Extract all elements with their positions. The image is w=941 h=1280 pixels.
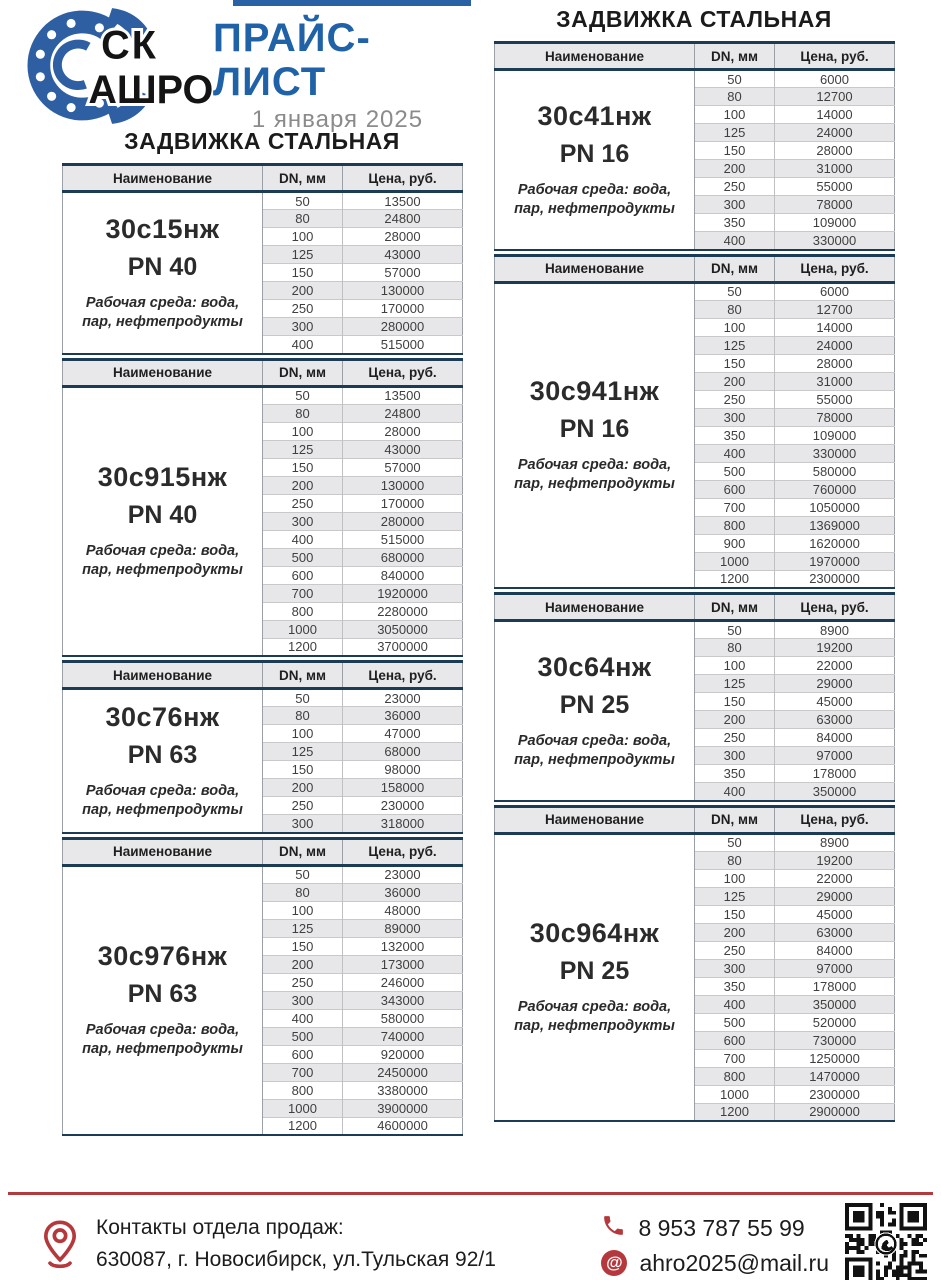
price-value: 6000 <box>820 284 849 299</box>
price-value: 6000 <box>820 71 849 87</box>
page-title: ПРАЙС-ЛИСТ <box>213 16 371 104</box>
dn-value: 125 <box>263 246 343 264</box>
dn-value: 500 <box>263 548 343 566</box>
dn-value: 150 <box>263 761 343 779</box>
dn-value: 150 <box>263 264 343 282</box>
left-column <box>62 0 462 1139</box>
dn-value: 200 <box>695 160 775 178</box>
dn-value: 200 <box>263 779 343 797</box>
col-header-dn: DN, мм <box>263 838 343 865</box>
price-value: 97000 <box>775 747 895 765</box>
price-value: 55000 <box>775 178 895 196</box>
price-value: 13500 <box>384 388 421 403</box>
dn-value: 250 <box>695 729 775 747</box>
price-value: 158000 <box>343 779 463 797</box>
dn-value: 800 <box>263 1081 343 1099</box>
product-medium: Рабочая среда: вода, пар, нефтепродукты <box>514 999 675 1035</box>
dn-value: 250 <box>263 494 343 512</box>
price-value: 1620000 <box>775 534 895 552</box>
dn-value: 1000 <box>695 552 775 570</box>
product-name: 30с15нж <box>105 213 220 244</box>
dn-value: 50 <box>695 833 775 851</box>
address-block <box>40 1215 496 1273</box>
section-heading-right: ЗАДВИЖКА СТАЛЬНАЯ <box>556 6 832 32</box>
product-pn: PN 16 <box>559 415 630 444</box>
col-header-dn: DN, мм <box>263 165 343 192</box>
dn-value: 250 <box>263 973 343 991</box>
price-value: 8900 <box>820 622 849 638</box>
dn-value: 1200 <box>263 638 343 656</box>
dn-value: 300 <box>263 991 343 1009</box>
dn-value: 1000 <box>263 620 343 638</box>
tables-area <box>62 0 894 1139</box>
price-value: 24800 <box>343 210 463 228</box>
price-value: 97000 <box>775 959 895 977</box>
price-value: 2900000 <box>775 1103 895 1121</box>
dn-value: 50 <box>263 192 343 210</box>
price-value: 98000 <box>343 761 463 779</box>
price-value: 1920000 <box>343 584 463 602</box>
price-value: 130000 <box>343 476 463 494</box>
dn-value: 80 <box>695 851 775 869</box>
dn-value: 900 <box>695 534 775 552</box>
price-value: 89000 <box>343 919 463 937</box>
table-row <box>495 621 895 639</box>
price-value: 28000 <box>775 354 895 372</box>
dn-value: 700 <box>263 1063 343 1081</box>
product-pn: PN 25 <box>559 957 630 986</box>
col-header-name: Наименование <box>495 255 695 282</box>
dn-value: 200 <box>695 711 775 729</box>
price-value: 43000 <box>343 440 463 458</box>
price-value: 230000 <box>343 797 463 815</box>
dn-value: 80 <box>695 300 775 318</box>
product-cell <box>495 282 695 588</box>
phone-icon <box>601 1213 626 1243</box>
dn-value: 500 <box>695 462 775 480</box>
dn-value: 500 <box>263 1027 343 1045</box>
price-value: 246000 <box>343 973 463 991</box>
price-value: 84000 <box>775 941 895 959</box>
qr-code <box>845 1203 927 1280</box>
dn-value: 80 <box>263 404 343 422</box>
price-value: 2280000 <box>343 602 463 620</box>
dn-value: 200 <box>695 372 775 390</box>
dn-value: 300 <box>263 318 343 336</box>
dn-value: 125 <box>263 919 343 937</box>
price-value: 24000 <box>775 124 895 142</box>
price-value: 31000 <box>775 372 895 390</box>
price-value: 13500 <box>384 193 421 209</box>
dn-value: 400 <box>695 232 775 250</box>
price-value: 130000 <box>343 282 463 300</box>
price-value: 78000 <box>775 408 895 426</box>
price-value: 28000 <box>775 142 895 160</box>
price-value: 14000 <box>775 106 895 124</box>
phone-email-block <box>601 1213 845 1276</box>
col-header-dn: DN, мм <box>695 806 775 833</box>
price-value: 22000 <box>775 657 895 675</box>
dn-value: 200 <box>263 476 343 494</box>
col-header-name: Наименование <box>495 43 695 70</box>
dn-value: 250 <box>695 390 775 408</box>
dn-value: 250 <box>263 300 343 318</box>
price-value: 330000 <box>775 232 895 250</box>
price-value: 23000 <box>384 690 421 706</box>
product-name: 30с941нж <box>529 376 660 407</box>
price-value: 48000 <box>343 901 463 919</box>
price-value: 19200 <box>775 851 895 869</box>
dn-value: 50 <box>695 621 775 639</box>
price-value: 170000 <box>343 300 463 318</box>
dn-value: 125 <box>695 675 775 693</box>
dn-value: 400 <box>695 995 775 1013</box>
price-value: 1970000 <box>775 552 895 570</box>
price-value: 2300000 <box>775 570 895 588</box>
price-value: 57000 <box>343 264 463 282</box>
col-header-dn: DN, мм <box>695 255 775 282</box>
price-table-30с15нж <box>62 163 463 355</box>
table-row <box>63 865 463 883</box>
price-value: 330000 <box>775 444 895 462</box>
price-value: 515000 <box>343 336 463 354</box>
dn-value: 100 <box>263 725 343 743</box>
price-value: 343000 <box>343 991 463 1009</box>
price-value: 318000 <box>343 815 463 833</box>
product-pn: PN 63 <box>127 980 198 1009</box>
price-value: 178000 <box>775 765 895 783</box>
table-row <box>495 833 895 851</box>
dn-value: 1200 <box>695 1103 775 1121</box>
dn-value: 125 <box>263 743 343 761</box>
price-value: 350000 <box>775 995 895 1013</box>
price-value: 45000 <box>775 693 895 711</box>
price-value: 2450000 <box>343 1063 463 1081</box>
price-value: 14000 <box>775 318 895 336</box>
dn-value: 100 <box>695 869 775 887</box>
dn-value: 50 <box>263 689 343 707</box>
price-value: 740000 <box>343 1027 463 1045</box>
dn-value: 350 <box>695 977 775 995</box>
dn-value: 250 <box>263 797 343 815</box>
dn-value: 150 <box>695 142 775 160</box>
price-value: 178000 <box>775 977 895 995</box>
price-value: 47000 <box>343 725 463 743</box>
product-cell <box>63 192 263 354</box>
col-header-price: Цена, руб. <box>343 662 463 689</box>
price-value: 1470000 <box>775 1067 895 1085</box>
dn-value: 125 <box>263 440 343 458</box>
product-cell <box>495 621 695 801</box>
price-table-30с76нж <box>62 660 463 834</box>
dn-value: 350 <box>695 426 775 444</box>
col-header-dn: DN, мм <box>263 359 343 386</box>
product-pn: PN 16 <box>559 139 630 168</box>
product-name: 30с964нж <box>529 918 660 949</box>
product-medium: Рабочая среда: вода, пар, нефтепродукты <box>82 294 243 330</box>
table-row <box>495 70 895 88</box>
price-value: 109000 <box>775 214 895 232</box>
price-value: 78000 <box>775 196 895 214</box>
price-table-30с941нж <box>494 254 895 590</box>
product-cell <box>63 865 263 1135</box>
dn-value: 500 <box>695 1013 775 1031</box>
price-value: 1050000 <box>775 498 895 516</box>
product-cell <box>63 689 263 833</box>
dn-value: 150 <box>695 693 775 711</box>
col-header-price: Цена, руб. <box>775 43 895 70</box>
price-value: 84000 <box>775 729 895 747</box>
dn-value: 300 <box>695 959 775 977</box>
product-cell <box>495 70 695 250</box>
price-value: 3700000 <box>343 638 463 656</box>
left-tables-container <box>62 163 462 1136</box>
price-list-date: 1 января 2025 <box>251 106 424 133</box>
dn-value: 50 <box>263 386 343 404</box>
dn-value: 800 <box>695 1067 775 1085</box>
table-row <box>63 386 463 404</box>
price-value: 109000 <box>775 426 895 444</box>
dn-value: 700 <box>695 1049 775 1067</box>
dn-value: 125 <box>695 124 775 142</box>
price-value: 29000 <box>775 887 895 905</box>
col-header-price: Цена, руб. <box>343 165 463 192</box>
price-value: 36000 <box>343 707 463 725</box>
price-value: 280000 <box>343 318 463 336</box>
price-value: 280000 <box>343 512 463 530</box>
dn-value: 50 <box>263 865 343 883</box>
dn-value: 400 <box>263 530 343 548</box>
dn-value: 50 <box>695 282 775 300</box>
dn-value: 300 <box>695 196 775 214</box>
price-value: 920000 <box>343 1045 463 1063</box>
dn-value: 100 <box>695 106 775 124</box>
price-table-30с964нж <box>494 805 895 1123</box>
price-value: 730000 <box>775 1031 895 1049</box>
price-value: 3380000 <box>343 1081 463 1099</box>
table-row <box>63 689 463 707</box>
price-value: 36000 <box>343 883 463 901</box>
dn-value: 80 <box>263 883 343 901</box>
price-value: 24800 <box>343 404 463 422</box>
price-value: 63000 <box>775 923 895 941</box>
product-pn: PN 40 <box>127 501 198 530</box>
dn-value: 100 <box>263 228 343 246</box>
price-value: 19200 <box>775 639 895 657</box>
dn-value: 250 <box>695 941 775 959</box>
dn-value: 300 <box>263 512 343 530</box>
dn-value: 700 <box>695 498 775 516</box>
email-at-icon: @ <box>601 1250 627 1276</box>
price-value: 1369000 <box>775 516 895 534</box>
product-cell <box>63 386 263 656</box>
dn-value: 600 <box>695 480 775 498</box>
price-value: 2300000 <box>775 1085 895 1103</box>
table-row <box>63 192 463 210</box>
product-medium: Рабочая среда: вода, пар, нефтепродукты <box>514 732 675 768</box>
dn-value: 200 <box>263 955 343 973</box>
dn-value: 300 <box>263 815 343 833</box>
product-pn: PN 25 <box>559 690 630 719</box>
dn-value: 250 <box>695 178 775 196</box>
right-column <box>494 0 894 1139</box>
dn-value: 80 <box>263 210 343 228</box>
price-table-30с64нж <box>494 592 895 802</box>
price-value: 170000 <box>343 494 463 512</box>
dn-value: 300 <box>695 408 775 426</box>
product-medium: Рабочая среда: вода, пар, нефтепродукты <box>514 457 675 493</box>
price-value: 4600000 <box>343 1117 463 1135</box>
price-value: 680000 <box>343 548 463 566</box>
right-tables-container <box>494 41 894 1122</box>
price-value: 515000 <box>343 530 463 548</box>
dn-value: 400 <box>695 783 775 801</box>
price-value: 12700 <box>775 300 895 318</box>
dn-value: 1200 <box>263 1117 343 1135</box>
product-name: 30с41нж <box>537 100 652 131</box>
dn-value: 800 <box>695 516 775 534</box>
col-header-price: Цена, руб. <box>775 255 895 282</box>
dn-value: 1200 <box>695 570 775 588</box>
col-header-dn: DN, мм <box>695 43 775 70</box>
dn-value: 600 <box>263 1045 343 1063</box>
dn-value: 100 <box>263 422 343 440</box>
price-value: 12700 <box>775 88 895 106</box>
price-value: 3900000 <box>343 1099 463 1117</box>
price-value: 580000 <box>775 462 895 480</box>
product-medium: Рабочая среда: вода, пар, нефтепродукты <box>82 782 243 818</box>
product-name: 30с76нж <box>105 701 220 732</box>
price-value: 45000 <box>775 905 895 923</box>
price-value: 173000 <box>343 955 463 973</box>
product-cell <box>495 833 695 1121</box>
price-value: 29000 <box>775 675 895 693</box>
price-value: 3050000 <box>343 620 463 638</box>
col-header-price: Цена, руб. <box>775 594 895 621</box>
logo-text-line1: СК <box>101 23 158 68</box>
col-header-name: Наименование <box>495 806 695 833</box>
dn-value: 80 <box>695 639 775 657</box>
col-header-name: Наименование <box>63 838 263 865</box>
price-value: 68000 <box>343 743 463 761</box>
price-value: 580000 <box>343 1009 463 1027</box>
dn-value: 80 <box>695 88 775 106</box>
col-header-name: Наименование <box>63 359 263 386</box>
product-pn: PN 63 <box>127 740 198 769</box>
dn-value: 700 <box>263 584 343 602</box>
dn-value: 1000 <box>263 1099 343 1117</box>
logo-text-line2: АШРО <box>88 68 213 113</box>
dn-value: 600 <box>695 1031 775 1049</box>
contacts-footer <box>0 1192 941 1280</box>
dn-value: 800 <box>263 602 343 620</box>
dn-value: 200 <box>263 282 343 300</box>
section-heading-left: ЗАДВИЖКА СТАЛЬНАЯ <box>124 128 400 154</box>
location-pin-icon <box>40 1219 80 1269</box>
dn-value: 50 <box>695 70 775 88</box>
table-row <box>495 282 895 300</box>
price-value: 23000 <box>384 867 421 882</box>
product-name: 30с976нж <box>97 941 228 972</box>
dn-value: 150 <box>695 905 775 923</box>
price-value: 28000 <box>343 422 463 440</box>
dn-value: 80 <box>263 707 343 725</box>
col-header-name: Наименование <box>63 165 263 192</box>
col-header-name: Наименование <box>495 594 695 621</box>
dn-value: 150 <box>695 354 775 372</box>
col-header-name: Наименование <box>63 662 263 689</box>
product-name: 30с64нж <box>537 651 652 682</box>
price-value: 55000 <box>775 390 895 408</box>
dn-value: 100 <box>695 657 775 675</box>
dn-value: 350 <box>695 765 775 783</box>
price-value: 24000 <box>775 336 895 354</box>
product-name: 30с915нж <box>97 462 228 493</box>
price-table-30с41нж <box>494 41 895 251</box>
price-value: 760000 <box>775 480 895 498</box>
price-value: 132000 <box>343 937 463 955</box>
phone-number: 8 953 787 55 99 <box>638 1214 805 1241</box>
dn-value: 300 <box>695 747 775 765</box>
price-value: 63000 <box>775 711 895 729</box>
dn-value: 150 <box>263 937 343 955</box>
dn-value: 150 <box>263 458 343 476</box>
price-table-30с976нж <box>62 837 463 1137</box>
contacts-address: 630087, г. Новосибирск, ул.Тульская 92/1 <box>96 1248 496 1271</box>
email-address: ahro2025@mail.ru <box>639 1249 829 1276</box>
dn-value: 100 <box>695 318 775 336</box>
col-header-dn: DN, мм <box>695 594 775 621</box>
product-medium: Рабочая среда: вода, пар, нефтепродукты <box>82 543 243 579</box>
price-value: 8900 <box>820 835 849 850</box>
col-header-price: Цена, руб. <box>343 838 463 865</box>
price-value: 43000 <box>343 246 463 264</box>
dn-value: 400 <box>695 444 775 462</box>
price-value: 1250000 <box>775 1049 895 1067</box>
price-value: 31000 <box>775 160 895 178</box>
col-header-price: Цена, руб. <box>775 806 895 833</box>
dn-value: 100 <box>263 901 343 919</box>
col-header-dn: DN, мм <box>263 662 343 689</box>
dn-value: 125 <box>695 336 775 354</box>
dn-value: 350 <box>695 214 775 232</box>
dn-value: 400 <box>263 336 343 354</box>
product-pn: PN 40 <box>127 252 198 281</box>
col-header-price: Цена, руб. <box>343 359 463 386</box>
dn-value: 1000 <box>695 1085 775 1103</box>
price-table-30с915нж <box>62 358 463 658</box>
dn-value: 200 <box>695 923 775 941</box>
price-value: 22000 <box>775 869 895 887</box>
contacts-title: Контакты отдела продаж: <box>96 1216 344 1239</box>
dn-value: 125 <box>695 887 775 905</box>
price-value: 28000 <box>343 228 463 246</box>
dn-value: 600 <box>263 566 343 584</box>
price-value: 840000 <box>343 566 463 584</box>
product-medium: Рабочая среда: вода, пар, нефтепродукты <box>514 181 675 217</box>
price-value: 350000 <box>775 783 895 801</box>
product-medium: Рабочая среда: вода, пар, нефтепродукты <box>82 1022 243 1058</box>
price-value: 520000 <box>775 1013 895 1031</box>
dn-value: 400 <box>263 1009 343 1027</box>
price-value: 57000 <box>343 458 463 476</box>
